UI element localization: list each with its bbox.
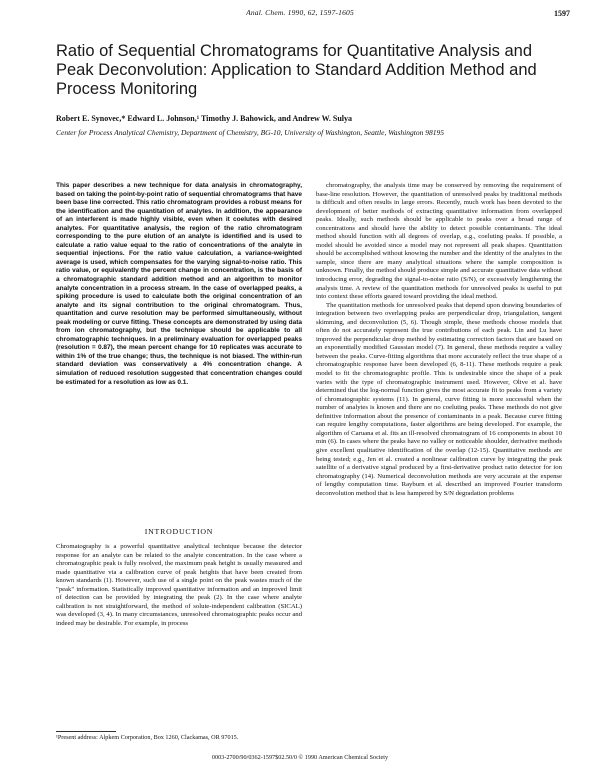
page-number: 1597 xyxy=(554,9,570,18)
right-column-paragraph-2: The quantitation methods for unresolved peaks that depend upon drawing boundaries of integration between two overlapping peaks are perpendicular drop, triangulation, tangent skimming, and deconvolution (5, 6). Though simple, these methods choose models that often do not accurately represent the true contributions of each peak. Lin and Lu have improved the perpendicular drop method by estimating correction factors that are based on an exponentially modified Gaussian model (7). In general, these methods require a valley between the peaks. Curve-fitting algorithms that more accurately reflect the true shape of a chromatographic response have been developed (6, 8-11). These methods require a peak model to fit the chromatographic profile. This is undesirable since the shape of a peak varies with the type of chromatographic instrument used. However, Olive et al. have determined that the log-normal function gives the most accurate fit to peaks from a variety of chromatographic systems (11). In general, curve fitting is more successful when the number of analytes is known and there are no coeluting peaks. These methods do not give definitive information about the presence of contaminants in a peak. Because curve fitting can require lengthy computations, faster algorithms are being developed. For example, the algorithm of Caruana et al. fits an ill-resolved chromatogram of 16 components in about 10 min (6). In cases where the peaks have no valley or noticeable shoulder, derivative methods give excellent qualitative identification of the overlap (12-15). Quantitative methods are being tested; e.g., Jen et al. created a nonlinear calibration curve by integrating the peak satellite of a derivative signal produced by a first-derivative product ratio detector for ion chromatography (14). Numerical deconvolution methods are very accurate at the expense of lengthy computation time. Rayburn et al. described an improved Fourier transform deconvolution method that is less hampered by S/N degradation problems xyxy=(316,301,562,497)
right-column-paragraph-1: chromatography, the analysis time may be conserved by removing the requirement of base-line resolution. However, the quantitation of unresolved peaks by traditional methods is difficult and often results in large errors. Recently, much work has been devoted to the development of better methods of extracting quantitative information from overlapped peaks. Ideally, such methods should be applicable to peaks over a broad range of concentrations and should have the ability to detect possible contaminants. The ideal method should function with all degrees of overlap, e.g., coeluting peaks. If possible, a model should be avoided since a model may not represent all peak shapes. Quantitation should be accomplished without knowing the number and the identity of the analytes in the sample, since there are many analytical situations where the sample composition is unknown. Finally, the method should produce simple and accurate quantitative data without introducing error, degrading the signal-to-noise ratio (S/N), or excessively lengthening the analysis time. A review of the quantitation methods for unresolved peaks is useful to put into context these efforts geared toward providing the ideal method. xyxy=(316,182,562,301)
introduction-text: Chromatography is a powerful quantitative analytical technique because the detector response for an analyte can be related to the analyte concentration. In the case where a chromatographic peak is fully resolved, the maximum peak height is usually measured and made quantitative via a calibration curve of peak heights that have been created from known standards (1). However, such use of a single point on the peak wastes much of the "peak" information. Statistically improved quantitative information and an improved limit of detection can be provided by integrating the peak (2). In the case where analyte calibration is not straightforward, the method of solute-independent calibration (SICAL) was developed (3, 4). In many circumstances, unresolved chromatographic peaks occur and indeed may be desirable. For example, in process xyxy=(56,543,302,627)
affiliation: Center for Process Analytical Chemistry, Department of Chemistry, BG-10, University of Washington, Seattle, Washington 98195 xyxy=(56,128,444,137)
footnote: ¹Present address: Alpkem Corporation, Box 1260, Clackamas, OR 97015. xyxy=(56,734,239,741)
abstract: This paper describes a new technique for data analysis in chromatography, based on taking the point-by-point ratio of sequential chromatograms that have been base line corrected. This ratio chromatogram provides a robust means for the identification and the quantitation of analytes. In addition, the appearance of an interferent is made highly visible, even when it coelutes with desired analytes. For quantitative analysis, the region of the ratio chromatogram corresponding to the pure elution of an analyte is identified and is used to calculate a ratio value equal to the ratio of concentrations of the analyte in sequential injections. For the ratio value calculation, a variance-weighted average is used, which compensates for the varying signal-to-noise ratio. This ratio value, or equivalently the percent change in concentration, is the basis of a chromatographic standard addition method and an algorithm to monitor analyte concentration in a process stream. In the case of overlapped peaks, a spiking procedure is used to calculate both the original concentration of an analyte and its signal contribution to the original chromatogram. Thus, quantitation and curve resolution may be performed simultaneously, without peak modeling or curve fitting. These concepts are demonstrated by using data from ion chromatography, but the technique should be applicable to all chromatographic techniques. In a preliminary evaluation for overlapped peaks (resolution = 0.87), the mean percent change for 10 replicates was accurate to within 1% of the true change; thus, the technique is not biased. The within-run standard deviation was conservatively a 4% concentration change. A simulation of reduced resolution suggested that concentration changes could be estimated for a resolution as low as 0.1. xyxy=(56,182,302,386)
running-head: Anal. Chem. 1990, 62, 1597-1605 xyxy=(246,8,354,17)
author-list: Robert E. Synovec,* Edward L. Johnson,¹ Timothy J. Bahowick, and Andrew W. Sulya xyxy=(56,114,353,123)
section-heading-introduction: INTRODUCTION xyxy=(144,527,214,536)
right-column xyxy=(316,182,562,498)
footnote-divider xyxy=(56,731,116,732)
copyright-line: 0003-2700/90/0362-1597$02.50/0 © 1990 American Chemical Society xyxy=(211,754,389,761)
article-title: Ratio of Sequential Chromatograms for Quantitative Analysis and Peak Deconvolution: Application to Standard Addition Method and Process Monitoring xyxy=(56,42,537,98)
